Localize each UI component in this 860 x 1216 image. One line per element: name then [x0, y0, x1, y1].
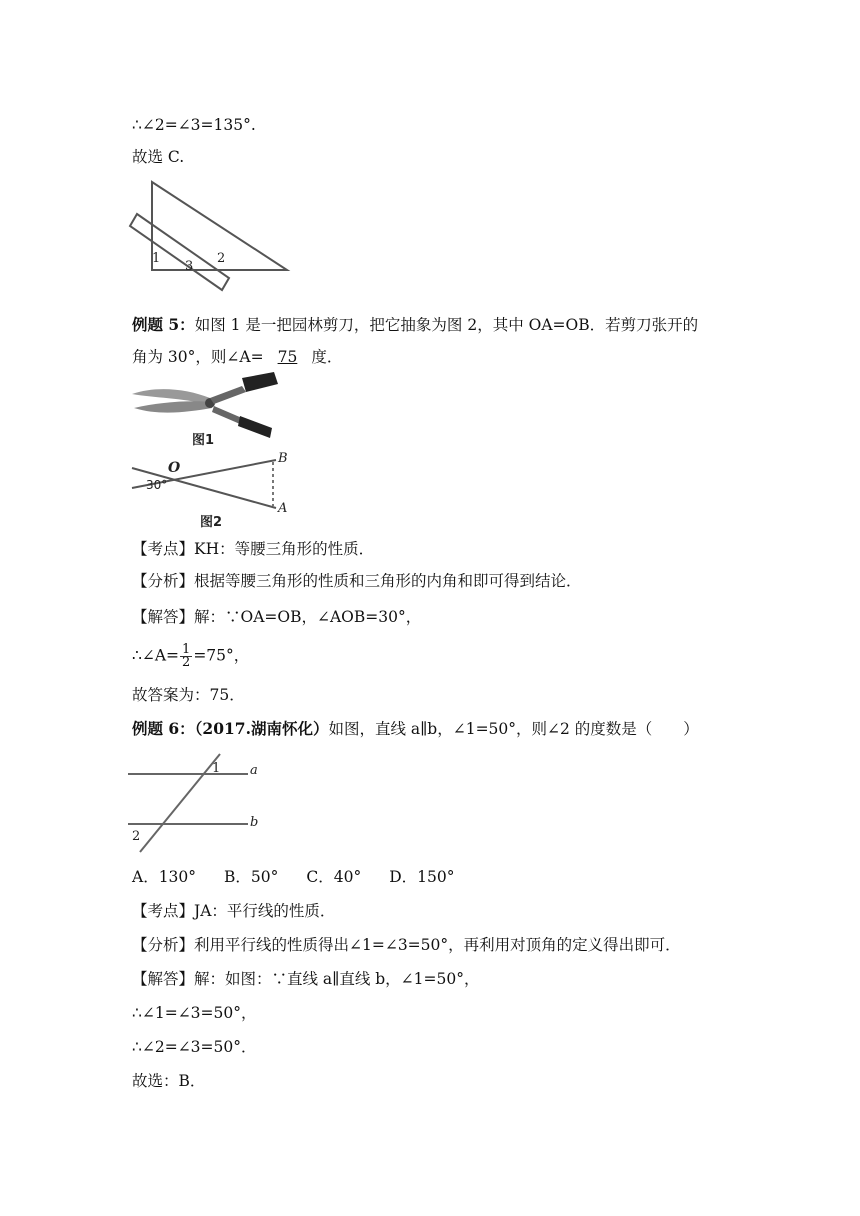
line-b-label: b [250, 815, 259, 830]
example5-text2-pre: 角为 30°，则∠A= [132, 348, 264, 366]
blade-lower [134, 401, 214, 412]
angle-label-2: 2 [217, 251, 226, 266]
fraction-numerator: 1 [182, 642, 191, 657]
angle-30-label: 30° [146, 478, 168, 492]
option-c: C．40° [306, 868, 362, 886]
example6-line1 [132, 718, 699, 740]
line-a-label: a [250, 763, 258, 778]
example6-choice: 故选：B． [132, 1072, 206, 1090]
example5-answer-line: 故答案为：75． [132, 686, 245, 704]
shears-abstract-figure [128, 448, 298, 534]
example5-step-pre: ∴∠A= [132, 646, 180, 665]
point-O-label: O [168, 460, 181, 476]
example5-step [132, 644, 249, 669]
example6-options [132, 866, 483, 888]
fraction [180, 644, 192, 669]
example5-title: 例题 5： [132, 315, 195, 334]
example5-step-post: =75°， [193, 646, 250, 665]
angle-1-label: 1 [212, 761, 221, 776]
handle-arm-lower [212, 406, 242, 424]
shears-figure [130, 372, 280, 452]
example6-title: 例题 6：（2017.湖南怀化） [132, 719, 329, 738]
option-a: A．130° [132, 868, 197, 886]
angle-2-label: 2 [132, 829, 141, 844]
example5-text1: 如图 1 是一把园林剪刀，把它抽象为图 2，其中 OA=OB．若剪刀张开的 [194, 316, 699, 334]
prev-choice: 故选 C. [132, 148, 185, 166]
parallel-lines-figure [128, 752, 268, 856]
transversal-line [140, 754, 220, 852]
handle-arm-upper [210, 386, 246, 404]
prev-conclusion: ∴∠2=∠3=135°. [132, 116, 256, 134]
figure1-caption: 图1 [192, 433, 215, 448]
example6-text: 如图，直线 a∥b，∠1=50°，则∠2 的度数是（ ） [328, 720, 699, 738]
example5-line2 [132, 346, 342, 368]
triangle-ruler-figure [125, 178, 295, 298]
example5-kaodian: 【考点】KH：等腰三角形的性质． [132, 540, 375, 558]
option-b: B．50° [224, 868, 279, 886]
point-B-label: B [278, 451, 288, 466]
example5-fenxi: 【分析】根据等腰三角形的性质和三角形的内角和即可得到结论． [132, 572, 582, 590]
example5-text2-post: 度． [311, 348, 343, 366]
example5-answer-blank: 75 [277, 348, 298, 366]
example5-jieda: 【解答】解：∵OA=OB，∠AOB=30°， [132, 608, 422, 626]
example6-step1: ∴∠1=∠3=50°， [132, 1004, 257, 1022]
angle-label-3: 3 [185, 259, 194, 274]
example6-step2: ∴∠2=∠3=50°． [132, 1038, 257, 1056]
example5-line1 [132, 314, 698, 336]
example6-kaodian: 【考点】JA：平行线的性质． [132, 902, 336, 920]
example6-jieda: 【解答】解：如图：∵直线 a∥直线 b，∠1=50°， [132, 970, 480, 988]
fraction-denominator: 2 [182, 655, 191, 670]
handle-grip-lower [238, 416, 272, 438]
example6-fenxi: 【分析】利用平行线的性质得出∠1=∠3=50°，再利用对顶角的定义得出即可． [132, 936, 681, 954]
handle-grip-upper [242, 372, 278, 392]
ruler-shape [130, 214, 229, 290]
option-d: D．150° [389, 868, 455, 886]
figure2-caption: 图2 [200, 515, 223, 530]
point-A-label: A [278, 501, 288, 516]
angle-label-1: 1 [152, 251, 161, 266]
